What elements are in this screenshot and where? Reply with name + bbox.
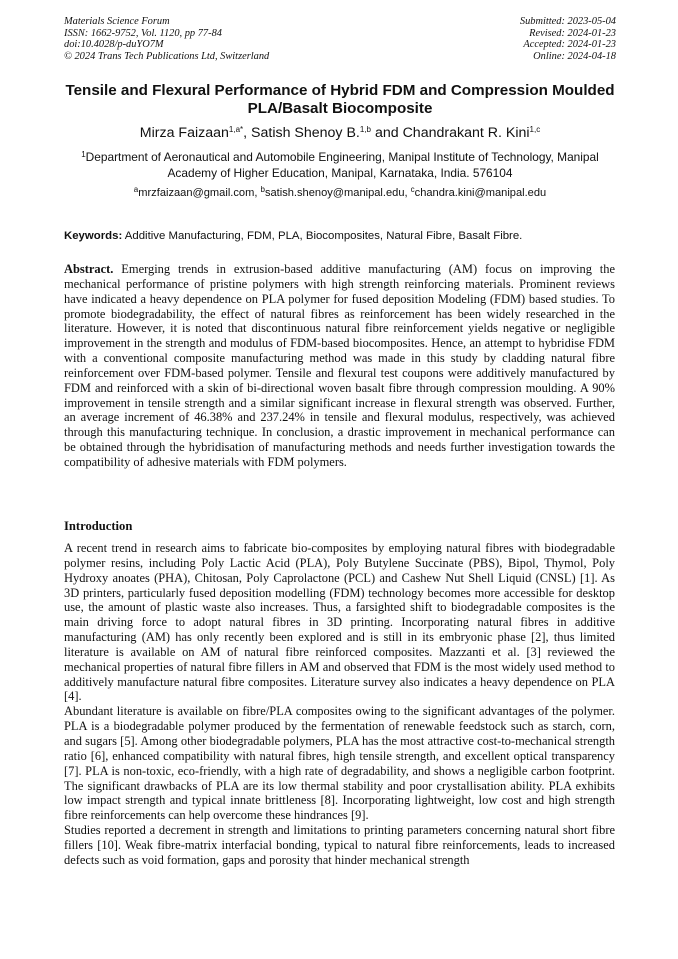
email-address[interactable]: satish.shenoy@manipal.edu: [264, 187, 405, 199]
affiliation-text: Department of Aeronautical and Automobile Engineering, Manipal Institute of Technology, Manipal Academy of Higher Education, Manipal, Karnataka, India. 576104: [85, 150, 599, 180]
email-separator: ,: [404, 187, 411, 199]
author-emails: [64, 186, 616, 200]
author-list: [64, 124, 616, 142]
journal-doi: doi:10.4028/p-duYO7M: [64, 39, 164, 51]
author-name: Satish Shenoy B.: [251, 125, 360, 141]
keywords-label: Keywords:: [64, 230, 123, 242]
email-superscript: c: [410, 185, 415, 194]
keywords: [64, 229, 616, 243]
email-superscript: b: [260, 185, 265, 194]
journal-header-left: [64, 16, 269, 62]
abstract-text: Emerging trends in extrusion-based additive manufacturing (AM) focus on improving the mechanical performance of pristine polymers with high strength reinforcing materials. Prominent reviews have indicated a heavy dependence on PLA polymer for fused deposition Modeling (FDM) based studies. To promote biodegradability, the effect of natural fibres as reinforcement has been widely researched in the literature. However, it is noted that discontinuous natural fibre reinforcement yields negative or negligible improvement in the strength and modulus of FDM-based biocomposites. Hence, an attempt to hybridise FDM with a conventional composite manufacturing method was made in this study by cladding natural fibre reinforcement over FDM-based polymer. Tensile and flexural test coupons were additively manufactured by FDM and reinforced with a skin of bi-directional woven basalt fibre through compression moulding. A 90% improvement in tensile strength and a similar significant increase in flexural strength was observed. Further, an average increment of 46.38% and 237.24% in tensile and flexural modulus, respectively, was achieved through this manufacturing technique. In conclusion, a drastic improvement in mechanical performance can be obtained through the hybridisation of manufacturing methods and needs further investigation towards the compatibility of adhesive materials with FDM polymers.: [64, 262, 616, 469]
email-superscript: a: [133, 185, 139, 194]
paper-title: Tensile and Flexural Performance of Hybrid FDM and Compression Moulded PLA/Basalt Biocomposite: [65, 82, 615, 117]
affiliation: [64, 150, 616, 181]
submitted-date: Submitted: 2023-05-04: [519, 16, 616, 27]
author-name: Chandrakant R. Kini: [402, 125, 530, 141]
abstract-label: Abstract.: [64, 262, 114, 276]
journal-issn: ISSN: 1662-9752, Vol. 1120, pp 77-84: [64, 27, 222, 39]
introduction-heading: Introduction: [64, 519, 133, 533]
author-superscript: 1,b: [359, 125, 371, 134]
journal-header-right: [520, 16, 616, 62]
author-separator: ,: [243, 125, 252, 141]
abstract: [64, 262, 615, 470]
author-superscript: 1,a*: [228, 125, 244, 134]
paragraph: A recent trend in research aims to fabricate bio-composites by employing natural fibres with biodegradable polymer resins, including Poly Lactic Acid (PLA), Poly Butylene Succinate (PBS), Bipol, Thymol, Poly Hydroxy anoates (PHA), Chitosan, Poly Caprolactone (PCL) and Cashew Nut Shell Liquid (CNSL) [1]. As 3D printers, particularly fused deposition modelling (FDM) technology becomes more accessible for desktop use, the amount of plastic waste also increases. Thus, a farsighted shift to biodegradable composites is the main driving force to adopt natural fibres in 3D printing. Incorporating natural fibres in additive manufacturing (AM) has only recently been explored and is still in its embryonic phase [2], thus limited literature is available on AM of natural fibre reinforced composites. Mazzanti et al. [3] reviewed the mechanical properties of natural fibre fillers in AM and observed that FDM is the most widely used method to additively manufacture natural fibre composites. Literature survey also indicates a heavy dependence on PLA [4].: [64, 541, 615, 704]
email-address[interactable]: chandra.kini@manipal.edu: [414, 187, 547, 199]
author-separator: and: [371, 125, 403, 141]
accepted-date: Accepted: 2024-01-23: [523, 39, 616, 51]
keywords-text: Additive Manufacturing, FDM, PLA, Biocomposites, Natural Fibre, Basalt Fibre.: [124, 230, 523, 242]
email-separator: ,: [254, 187, 261, 199]
email-address[interactable]: mrzfaizaan@gmail.com: [138, 187, 255, 199]
journal-name: Materials Science Forum: [64, 16, 170, 27]
author-name: Mirza Faizaan: [139, 125, 229, 141]
revised-date: Revised: 2024-01-23: [529, 27, 616, 39]
online-date: Online: 2024-04-18: [533, 50, 616, 62]
paragraph: Studies reported a decrement in strength and limitations to printing parameters concerning natural short fibre fillers [10]. Weak fibre-matrix interfacial bonding, typical to natural fibre reinforcements, leads to increased defects such as void formation, gaps and porosity that hinder mechanical strength: [64, 823, 615, 867]
affiliation-superscript: 1: [81, 150, 86, 159]
introduction-body: [64, 541, 615, 868]
paragraph: Abundant literature is available on fibre/PLA composites owing to the significant advantages of the polymer. PLA is a biodegradable polymer produced by the fermentation of renewable feedstock such as starch, corn, and sugars [5]. Among other biodegradable polymers, PLA has the most attractive cost-to-mechanical strength ratio [6], enhanced compatibility with natural fibres, high tensile strength, and excellent optical transparency [7]. PLA is non-toxic, eco-friendly, with a high rate of degradability, and shows a negligible carbon footprint. The significant drawbacks of PLA are its low thermal stability and poor crystallisation ability. PLA exhibits low impact strength and typical innate brittleness [8]. Incorporating lightweight, low cost and high strength fibre reinforcements can help overcome these hindrances [9].: [64, 704, 615, 823]
journal-copyright: © 2024 Trans Tech Publications Ltd, Switzerland: [64, 50, 270, 62]
author-superscript: 1,c: [529, 125, 541, 134]
